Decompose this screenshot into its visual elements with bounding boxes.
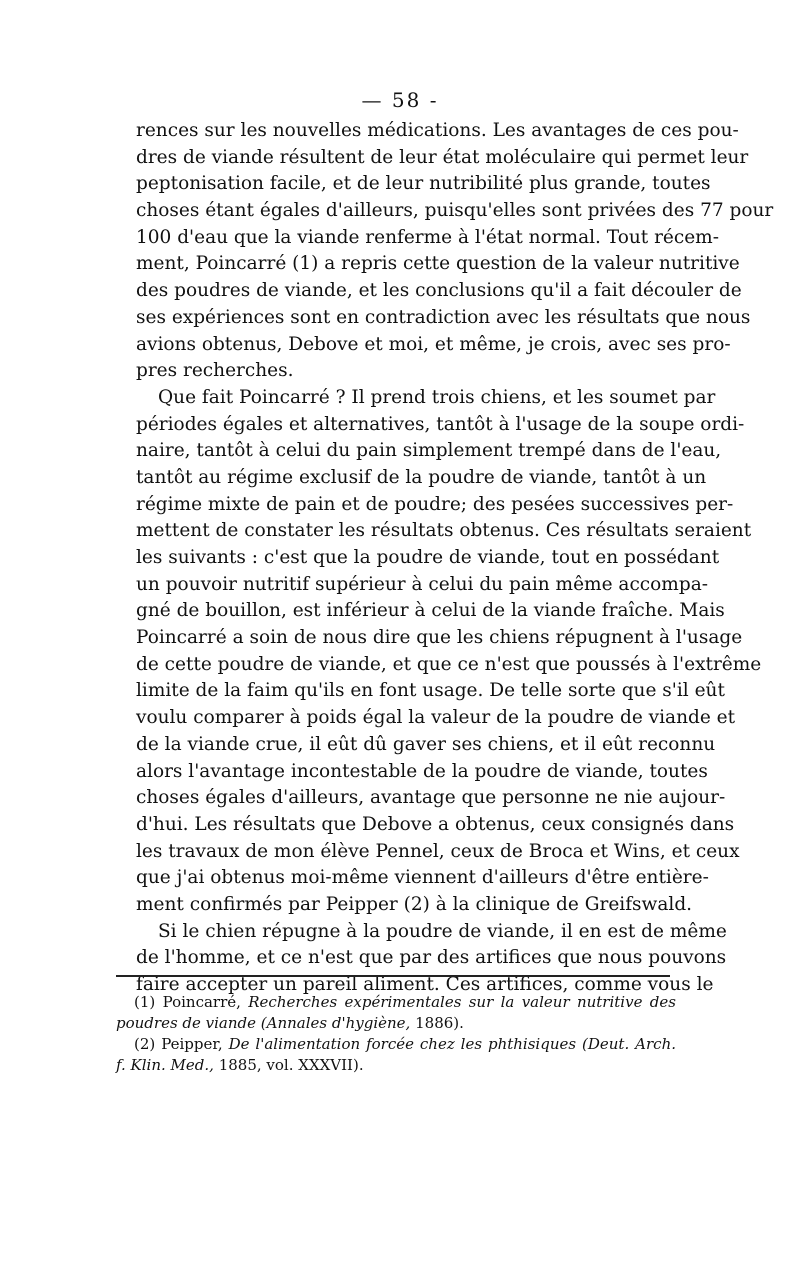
- text-line: limite de la faim qu'ils en font usage. De telle sorte que s'il eût: [136, 680, 725, 702]
- text-line: mettent de constater les résultats obtenus. Ces résultats seraient: [136, 520, 752, 542]
- footnote-source: (Annales d'hygiène,: [260, 1014, 411, 1032]
- footnote-divider: [116, 975, 670, 977]
- text-line: ses expériences sont en contradiction avec les résultats que nous: [136, 306, 751, 328]
- footnote-marker: (2): [134, 1035, 156, 1053]
- footnote-year: 1886).: [415, 1014, 464, 1032]
- footnote-2-line-2: [116, 1055, 676, 1076]
- text-line: de cette poudre de viande, et que ce n'est que poussés à l'extrême: [136, 653, 762, 675]
- text-line: Si le chien répugne à la poudre de viande, il en est de même: [158, 920, 727, 942]
- footnote-author: Peipper,: [161, 1035, 223, 1053]
- text-line: choses égales d'ailleurs, avantage que personne ne nie aujour-: [136, 787, 726, 809]
- text-line: d'hui. Les résultats que Debove a obtenus, ceux consignés dans: [136, 813, 735, 835]
- footnote-author: Poincarré,: [162, 993, 241, 1011]
- text-line: tantôt au régime exclusif de la poudre de viande, tantôt à un: [136, 466, 707, 488]
- text-line: 100 d'eau que la viande renferme à l'état normal. Tout récem-: [136, 226, 719, 248]
- text-line: de l'homme, et ce n'est que par des artifices que nous pouvons: [136, 947, 727, 969]
- body-text: [136, 118, 774, 999]
- footnotes: [116, 992, 676, 1076]
- footnote-title: De l'alimentation forcée chez les phthisiques: [228, 1035, 577, 1053]
- footnote-2-line-1: [116, 1034, 676, 1055]
- text-line: les travaux de mon élève Pennel, ceux de Broca et Wins, et ceux: [136, 840, 740, 862]
- text-line: dres de viande résultent de leur état moléculaire qui permet leur: [136, 146, 749, 168]
- text-line: ment confirmés par Peipper (2) à la clinique de Greifswald.: [136, 893, 693, 915]
- footnote-title: poudres de viande: [116, 1014, 257, 1032]
- text-line: alors l'avantage incontestable de la poudre de viande, toutes: [136, 760, 708, 782]
- text-line: naire, tantôt à celui du pain simplement trempé dans de l'eau,: [136, 440, 722, 462]
- footnote-details: 1885, vol. XXXVII).: [218, 1056, 364, 1074]
- text-line: pres recherches.: [136, 360, 294, 382]
- text-line: avions obtenus, Debove et moi, et même, je crois, avec ses pro-: [136, 333, 731, 355]
- text-line: Poincarré a soin de nous dire que les chiens répugnent à l'usage: [136, 627, 743, 649]
- text-line: que j'ai obtenus moi-même viennent d'ailleurs d'être entière-: [136, 867, 709, 889]
- text-line: régime mixte de pain et de poudre; des pesées successives per-: [136, 493, 734, 515]
- text-line: ment, Poincarré (1) a repris cette question de la valeur nutritive: [136, 253, 740, 275]
- text-line: périodes égales et alternatives, tantôt à l'usage de la soupe ordi-: [136, 413, 745, 435]
- text-line: des poudres de viande, et les conclusions qu'il a fait découler de: [136, 280, 742, 302]
- page-number: — 58 -: [361, 88, 439, 112]
- text-line: rences sur les nouvelles médications. Les avantages de ces pou-: [136, 120, 739, 141]
- footnote-1-line-1: [116, 992, 676, 1013]
- text-line: gné de bouillon, est inférieur à celui de la viande fraîche. Mais: [136, 600, 725, 622]
- text-line: faire accepter un pareil aliment. Ces artifices, comme vous le: [136, 974, 714, 995]
- text-line: un pouvoir nutritif supérieur à celui du pain même accompa-: [136, 573, 708, 595]
- text-line: Que fait Poincarré ? Il prend trois chiens, et les soumet par: [158, 386, 716, 408]
- text-line: peptonisation facile, et de leur nutribilité plus grande, toutes: [136, 173, 711, 195]
- text-line: voulu comparer à poids égal la valeur de la poudre de viande et: [136, 707, 736, 729]
- footnote-source: f. Klin. Med.,: [116, 1056, 214, 1074]
- footnote-title: Recherches expérimentales sur la valeur nutritive des: [248, 993, 676, 1011]
- footnote-marker: (1): [134, 993, 156, 1011]
- footnote-source: (Deut. Arch.: [582, 1035, 676, 1053]
- text-line: de la viande crue, il eût dû gaver ses chiens, et il eût reconnu: [136, 733, 716, 755]
- footnote-1-line-2: [116, 1013, 676, 1034]
- text-line: choses étant égales d'ailleurs, puisqu'elles sont privées des 77 pour: [136, 200, 774, 222]
- text-line: les suivants : c'est que la poudre de viande, tout en possédant: [136, 547, 720, 568]
